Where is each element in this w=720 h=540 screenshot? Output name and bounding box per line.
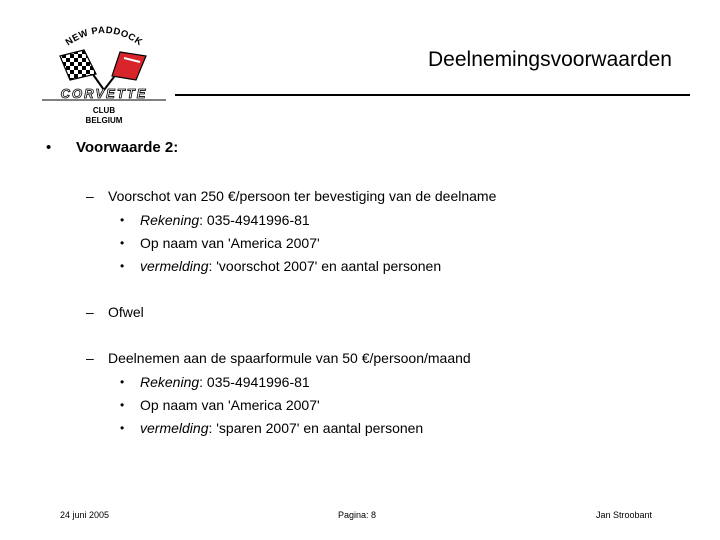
bullet-icon: • xyxy=(46,139,52,156)
mention-value: : 'sparen 2007' en aantal personen xyxy=(208,420,424,436)
bullet-icon: • xyxy=(120,421,125,435)
account-value: : 035-4941996-81 xyxy=(199,374,310,390)
dash-icon: – xyxy=(86,304,94,320)
bullet-icon: • xyxy=(120,375,125,389)
bullet-icon: • xyxy=(120,213,125,227)
logo-wordmark: CORVETTE xyxy=(60,86,148,101)
account-value: : 035-4941996-81 xyxy=(199,212,310,228)
option-savings-label: Deelnemen aan de spaarformule van 50 €/persoon/maand xyxy=(108,350,471,366)
footer-author: Jan Stroobant xyxy=(596,510,653,520)
title-divider xyxy=(175,94,690,96)
condition-heading-text: Voorwaarde 2: xyxy=(76,139,179,156)
account-name: Op naam van 'America 2007' xyxy=(140,235,320,251)
bullet-icon: • xyxy=(120,259,125,273)
account-name: Op naam van 'America 2007' xyxy=(140,397,320,413)
account-label: Rekening xyxy=(140,374,200,390)
account-label: Rekening xyxy=(140,212,200,228)
mention-label: vermelding xyxy=(140,420,209,436)
page-title: Deelnemingsvoorwaarden xyxy=(428,48,672,71)
club-logo xyxy=(38,14,168,132)
dash-icon: – xyxy=(86,188,94,204)
option-deposit-label: Voorschot van 250 €/persoon ter bevestiging van de deelname xyxy=(108,188,497,204)
mention-value: : 'voorschot 2007' en aantal personen xyxy=(208,258,442,274)
crossed-flags-icon xyxy=(60,50,146,90)
dash-icon: – xyxy=(86,350,94,366)
logo-country-text: BELGIUM xyxy=(85,116,123,125)
logo-club-text: CLUB xyxy=(92,106,116,115)
logo-arc-text: NEW PADDOCK xyxy=(63,24,145,49)
svg-text:NEW PADDOCK xyxy=(64,25,145,48)
bullet-icon: • xyxy=(120,398,125,412)
option-or-label: Ofwel xyxy=(108,304,144,320)
footer-page-number: Pagina: 8 xyxy=(338,510,377,520)
mention-label: vermelding xyxy=(140,258,209,274)
footer-date: 24 juni 2005 xyxy=(60,510,110,520)
bullet-icon: • xyxy=(120,236,125,250)
